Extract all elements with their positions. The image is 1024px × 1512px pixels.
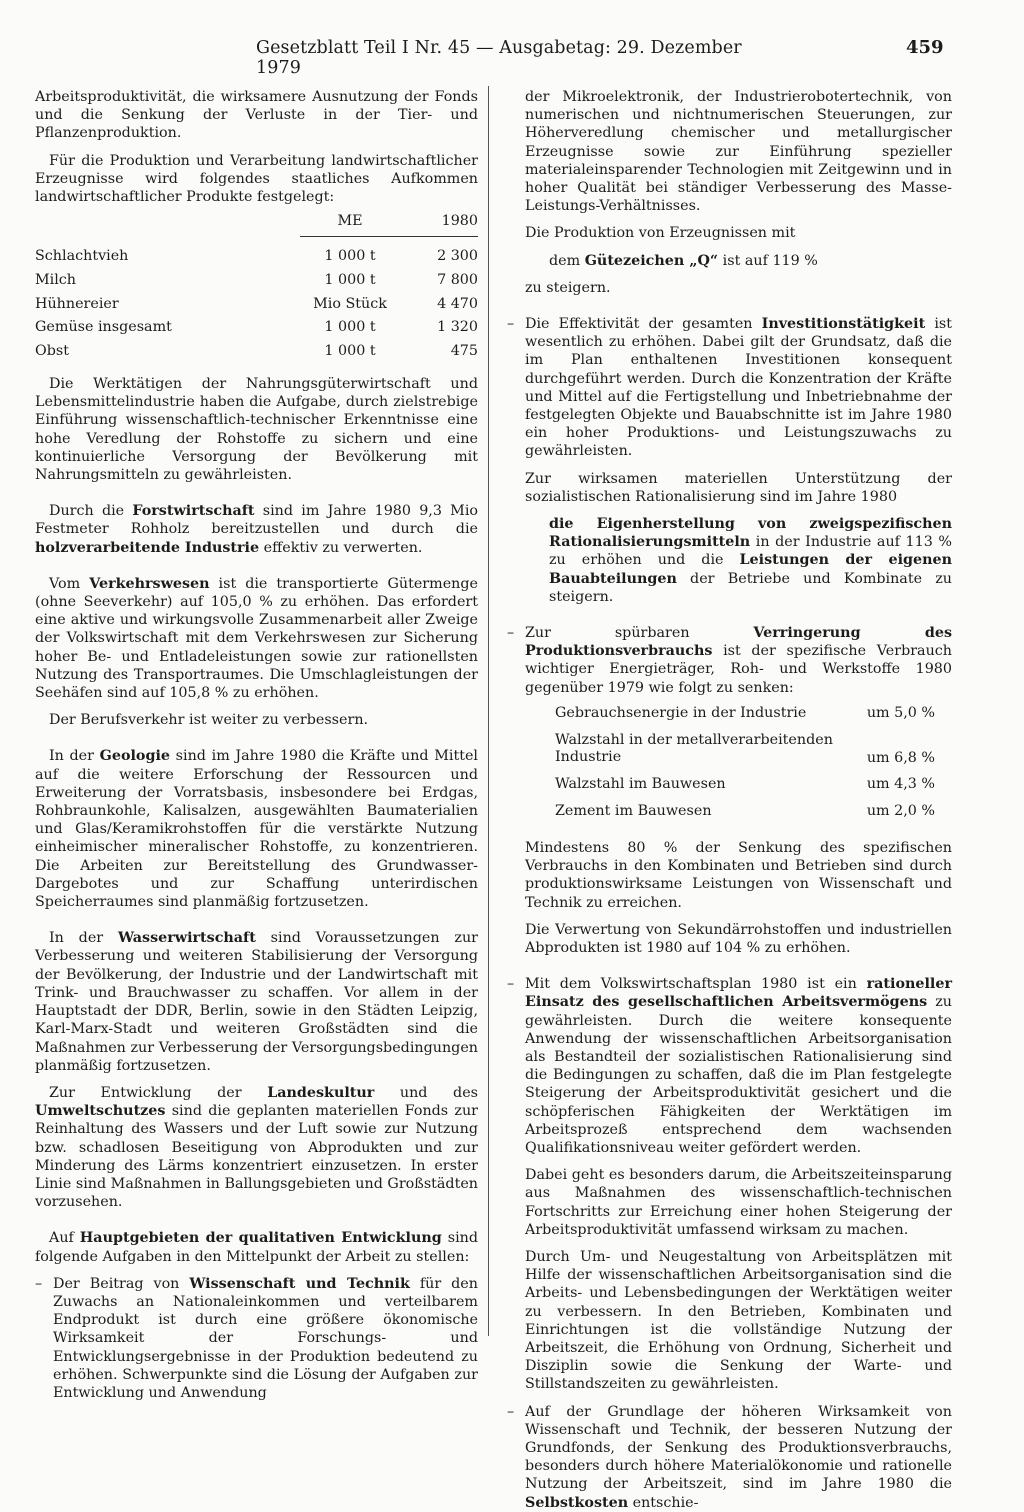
dash-bullet: – <box>507 976 515 993</box>
reduction-table <box>555 705 935 830</box>
paragraph: Mindestens 80 % der Senkung des spezifischen Verbrauchs in den Kombinaten und Betrieben sind durch produktionswirksame Leistungen von Wissenschaft und Technik zu erreichen. <box>525 839 952 911</box>
page-header: Gesetzblatt Teil I Nr. 45 — Ausgabetag: 29. Dezember 1979 <box>256 38 742 78</box>
paragraph: In der Wasserwirtschaft sind Voraussetzungen zur Verbesserung und weiteren Stabilisierung der Versorgung der Bevölkerung, der Industrie und der Landwirtschaft mit Trink- und Brauchwasser zu schaffen. Vor allem in der Hauptstadt der DDR, Berlin, sowie in den Städten Leipzig, Karl-Marx-Stadt und weiteren Großstädten sind die Maßnahmen zur Verbesserung der Versorgungsbedingungen planmäßig fortzusetzen. <box>35 930 478 1074</box>
reduction-value: um 6,8 % <box>866 750 935 767</box>
reduction-item: Walzstahl in der metallverarbeitenden Industrie <box>555 731 833 766</box>
list-item: – Der Beitrag von Wissenschaft und Technik für den Zuwachs an Nationaleinkommen und verteilbarem Endprodukt ist durch eine größere ökonomische Wirksamkeit der Forschungs- und Entwicklungsergebnisse in der Produktion bedeutend zu erhöhen. Schwerpunkte sind die Lösung der Aufgaben zur Entwicklung und Anwendung <box>35 1275 478 1401</box>
table-row <box>35 271 478 295</box>
reduction-value: um 5,0 % <box>866 704 935 721</box>
table-row <box>555 732 935 776</box>
table-row <box>35 295 478 319</box>
paragraph: Die Produktion von Erzeugnissen mit <box>525 225 796 242</box>
table-row <box>555 705 935 732</box>
paragraph: Dabei geht es besonders darum, die Arbeitszeiteinsparung aus Maßnahmen des wissenschaftlich-technischen Fortschritts zur Erreichung einer hohen Steigerung der Arbeitsproduktivität umfassend wirksam zu machen. <box>525 1167 952 1238</box>
list-item: – Auf der Grundlage der höheren Wirksamkeit von Wissenschaft und Technik, der besseren Nutzung der Grundfonds, der Senkung des Produktionsverbrauchs, besonders durch höhere Materialökonomie und rationelle Nutzung der Arbeitszeit, sind im Jahre 1980 die Selbstkosten entschie- <box>507 1403 952 1511</box>
product-value: 7 800 <box>437 271 478 288</box>
paragraph: Vom Verkehrswesen ist die transportierte Gütermenge (ohne Seeverkehr) auf 105,0 % zu erhöhen. Das erfordert eine aktive und wirkungsvolle Zusammenarbeit aller Zweige der Volkswirtschaft mit dem Verkehrswesen zur Sicherung hoher Be- und Entladeleistungen sowie zur rationellsten Nutzung des Transportraumes. Die Umschlagleistungen der Seehäfen sind auf 105,8 % zu erhöhen. <box>35 575 478 702</box>
paragraph: zu steigern. <box>525 279 611 296</box>
table-row <box>555 803 935 830</box>
product-value: 4 470 <box>437 295 478 312</box>
paragraph: Zur Entwicklung der Landeskultur und des Umweltschutzes sind die geplanten materiellen Fonds zur Reinhaltung des Wassers und der Luft sowie zur Nutzung bzw. schadlosen Beseitigung von Abprodukten und zur Minderung des Lärms konzentriert einzusetzen. In erster Linie sind Maßnahmen in Ballungsgebieten und Großstädten vorzusehen. <box>35 1084 478 1211</box>
reduction-value: um 2,0 % <box>866 802 935 819</box>
table-header-row <box>35 212 478 236</box>
paragraph: Für die Produktion und Verarbeitung landwirtschaftlicher Erzeugnisse wird folgendes staatliches Aufkommen landwirtschaftlicher Produkte festgelegt: <box>35 152 478 206</box>
page-number: 459 <box>906 37 944 58</box>
dash-bullet: – <box>35 1275 43 1292</box>
product-name: Gemüse insgesamt <box>35 319 172 336</box>
paragraph: Die Verwertung von Sekundärrohstoffen und industriellen Abprodukten ist 1980 auf 104 % zu erhöhen. <box>525 921 952 956</box>
dash-bullet: – <box>507 316 515 333</box>
product-unit: 1 000 t <box>324 271 376 288</box>
table-row <box>555 776 935 803</box>
paragraph: Arbeitsproduktivität, die wirksamere Ausnutzung der Fonds und die Senkung der Verluste in der Tier- und Pflanzenproduktion. <box>35 89 478 142</box>
table-row <box>35 247 478 271</box>
dash-bullet: – <box>507 625 515 642</box>
product-name: Milch <box>35 271 76 288</box>
product-name: Schlachtvieh <box>35 248 129 265</box>
paragraph: dem Gütezeichen „Q“ ist auf 119 % <box>549 252 818 269</box>
paragraph: Die Werktätigen der Nahrungsgüterwirtschaft und Lebensmittelindustrie haben die Aufgabe, durch zielstrebige Einführung wissenschaftlich-technischer Erkenntnisse eine hohe Veredlung der Rohstoffe zu sichern und eine kontinuierliche Versorgung der Bevölkerung mit Nahrungsmitteln zu gewährleisten. <box>35 376 478 484</box>
list-item: – Die Effektivität der gesamten Investitionstätigkeit ist wesentlich zu erhöhen. Dabei gilt der Grundsatz, daß die im Plan enthaltenen Investitionen konsequent durchgeführt werden. Durch die Konzentration der Kräfte und Mittel auf die Fertigstellung und Inbetriebnahme der festgelegten Objekte und Bauabschnitte ist im Jahre 1980 ein hoher Produktions- und Leistungszuwachs zu gewährleisten. <box>507 316 953 460</box>
paragraph: der Mikroelektronik, der Industrierobotertechnik, von numerischen und nichtnumerischen Steuerungen, zur Höherveredlung chemischer und metallurgischer Erzeugnisse sowie zur Einführung spezieller materialeinsparender Technologien mit Zeitgewinn und in hoher Qualität bei ständiger Verbesserung des Masse-Leistungs-Verhältnisses. <box>525 89 952 215</box>
column-divider <box>488 86 489 1336</box>
product-unit: 1 000 t <box>324 319 376 336</box>
product-name: Hühnereier <box>35 295 119 312</box>
reduction-item: Walzstahl im Bauwesen <box>555 775 726 792</box>
table-row <box>35 318 478 342</box>
paragraph: In der Geologie sind im Jahre 1980 die Kräfte und Mittel auf die weitere Erforschung der Ressourcen und Erweiterung der Vorratsbasis, insbesondere bei Erdgas, Rohbraunkohle, Kalisalzen, ausgewählten Baumaterialien und Glas/Keramikrohstoffen für die verstärkte Nutzung einheimischer mineralischer Rohstoffe, zu konzentrieren. Die Arbeiten zur Bereitstellung des Grundwasser-Dargebotes und zur Schaffung unterirdischen Speicherraumes sind planmäßig fortzusetzen. <box>35 748 478 911</box>
list-item: – Zur spürbaren Verringerung des Produktionsverbrauchs ist der spezifische Verbrauch wichtiger Energieträger, Roh- und Werkstoffe 1980 gegenüber 1979 wie folgt zu senken: <box>507 625 952 696</box>
product-value: 475 <box>450 343 478 360</box>
product-unit: 1 000 t <box>324 343 376 360</box>
dash-bullet: – <box>507 1403 515 1420</box>
reduction-item: Zement im Bauwesen <box>555 802 712 819</box>
product-name: Obst <box>35 343 69 360</box>
reduction-value: um 4,3 % <box>866 775 935 792</box>
left-column <box>35 88 478 1402</box>
paragraph: Zur wirksamen materiellen Unterstützung der sozialistischen Rationalisierung sind im Jahre 1980 <box>525 470 952 505</box>
list-item: – Mit dem Volkswirtschaftsplan 1980 ist ein rationeller Einsatz des gesellschaftlichen Arbeitsvermögens zu gewährleisten. Durch die weitere konsequente Anwendung der wissenschaftlichen Arbeitsorganisation als Bestandteil der sozialistischen Rationalisierung sind die Bedingungen zu schaffen, daß die im Plan festgelegte Steigerung der Arbeitsproduktivität gesichert und die schöpferischen Fähigkeiten der Werktätigen im Arbeitsprozeß entsprechend dem wachsenden Qualifikationsniveau weiter gefördert werden. <box>507 976 952 1156</box>
right-column <box>507 88 952 1512</box>
paragraph: Auf Hauptgebieten der qualitativen Entwicklung sind folgende Aufgaben in den Mittelpunkt der Arbeit zu stellen: <box>35 1230 478 1265</box>
paragraph: Der Berufsverkehr ist weiter zu verbessern. <box>49 712 369 729</box>
column-header-year: 1980 <box>400 212 478 236</box>
production-table <box>35 212 478 366</box>
product-value: 1 320 <box>437 319 478 336</box>
paragraph: Durch Um- und Neugestaltung von Arbeitsplätzen mit Hilfe der wissenschaftlichen Arbeitsorganisation sind die Arbeits- und Lebensbedingungen der Werktätigen weiter zu verbessern. In den Betrieben, Kombinaten und Einrichtungen ist die vollständige Nutzung der Arbeitszeit, die Erhöhung von Ordnung, Sicherheit und Disziplin sowie die Senkung der Warte- und Stillstandszeiten zu gewährleisten. <box>525 1248 952 1393</box>
reduction-item: Gebrauchsenergie in der Industrie <box>555 704 807 721</box>
product-value: 2 300 <box>437 248 478 265</box>
product-unit: Mio Stück <box>313 295 387 312</box>
product-unit: 1 000 t <box>324 248 376 265</box>
paragraph: die Eigenherstellung von zweigspezifischen Rationalisierungsmitteln in der Industrie auf 113 % zu erhöhen und die Leistungen der eigenen Bauabteilungen der Betriebe und Kombinate zu steigern. <box>549 516 952 605</box>
column-header-unit: ME <box>300 212 400 236</box>
paragraph: Durch die Forstwirtschaft sind im Jahre 1980 9,3 Mio Festmeter Rohholz bereitzustellen und durch die holzverarbeitende Industrie effektiv zu verwerten. <box>35 503 478 556</box>
table-row <box>35 342 478 366</box>
